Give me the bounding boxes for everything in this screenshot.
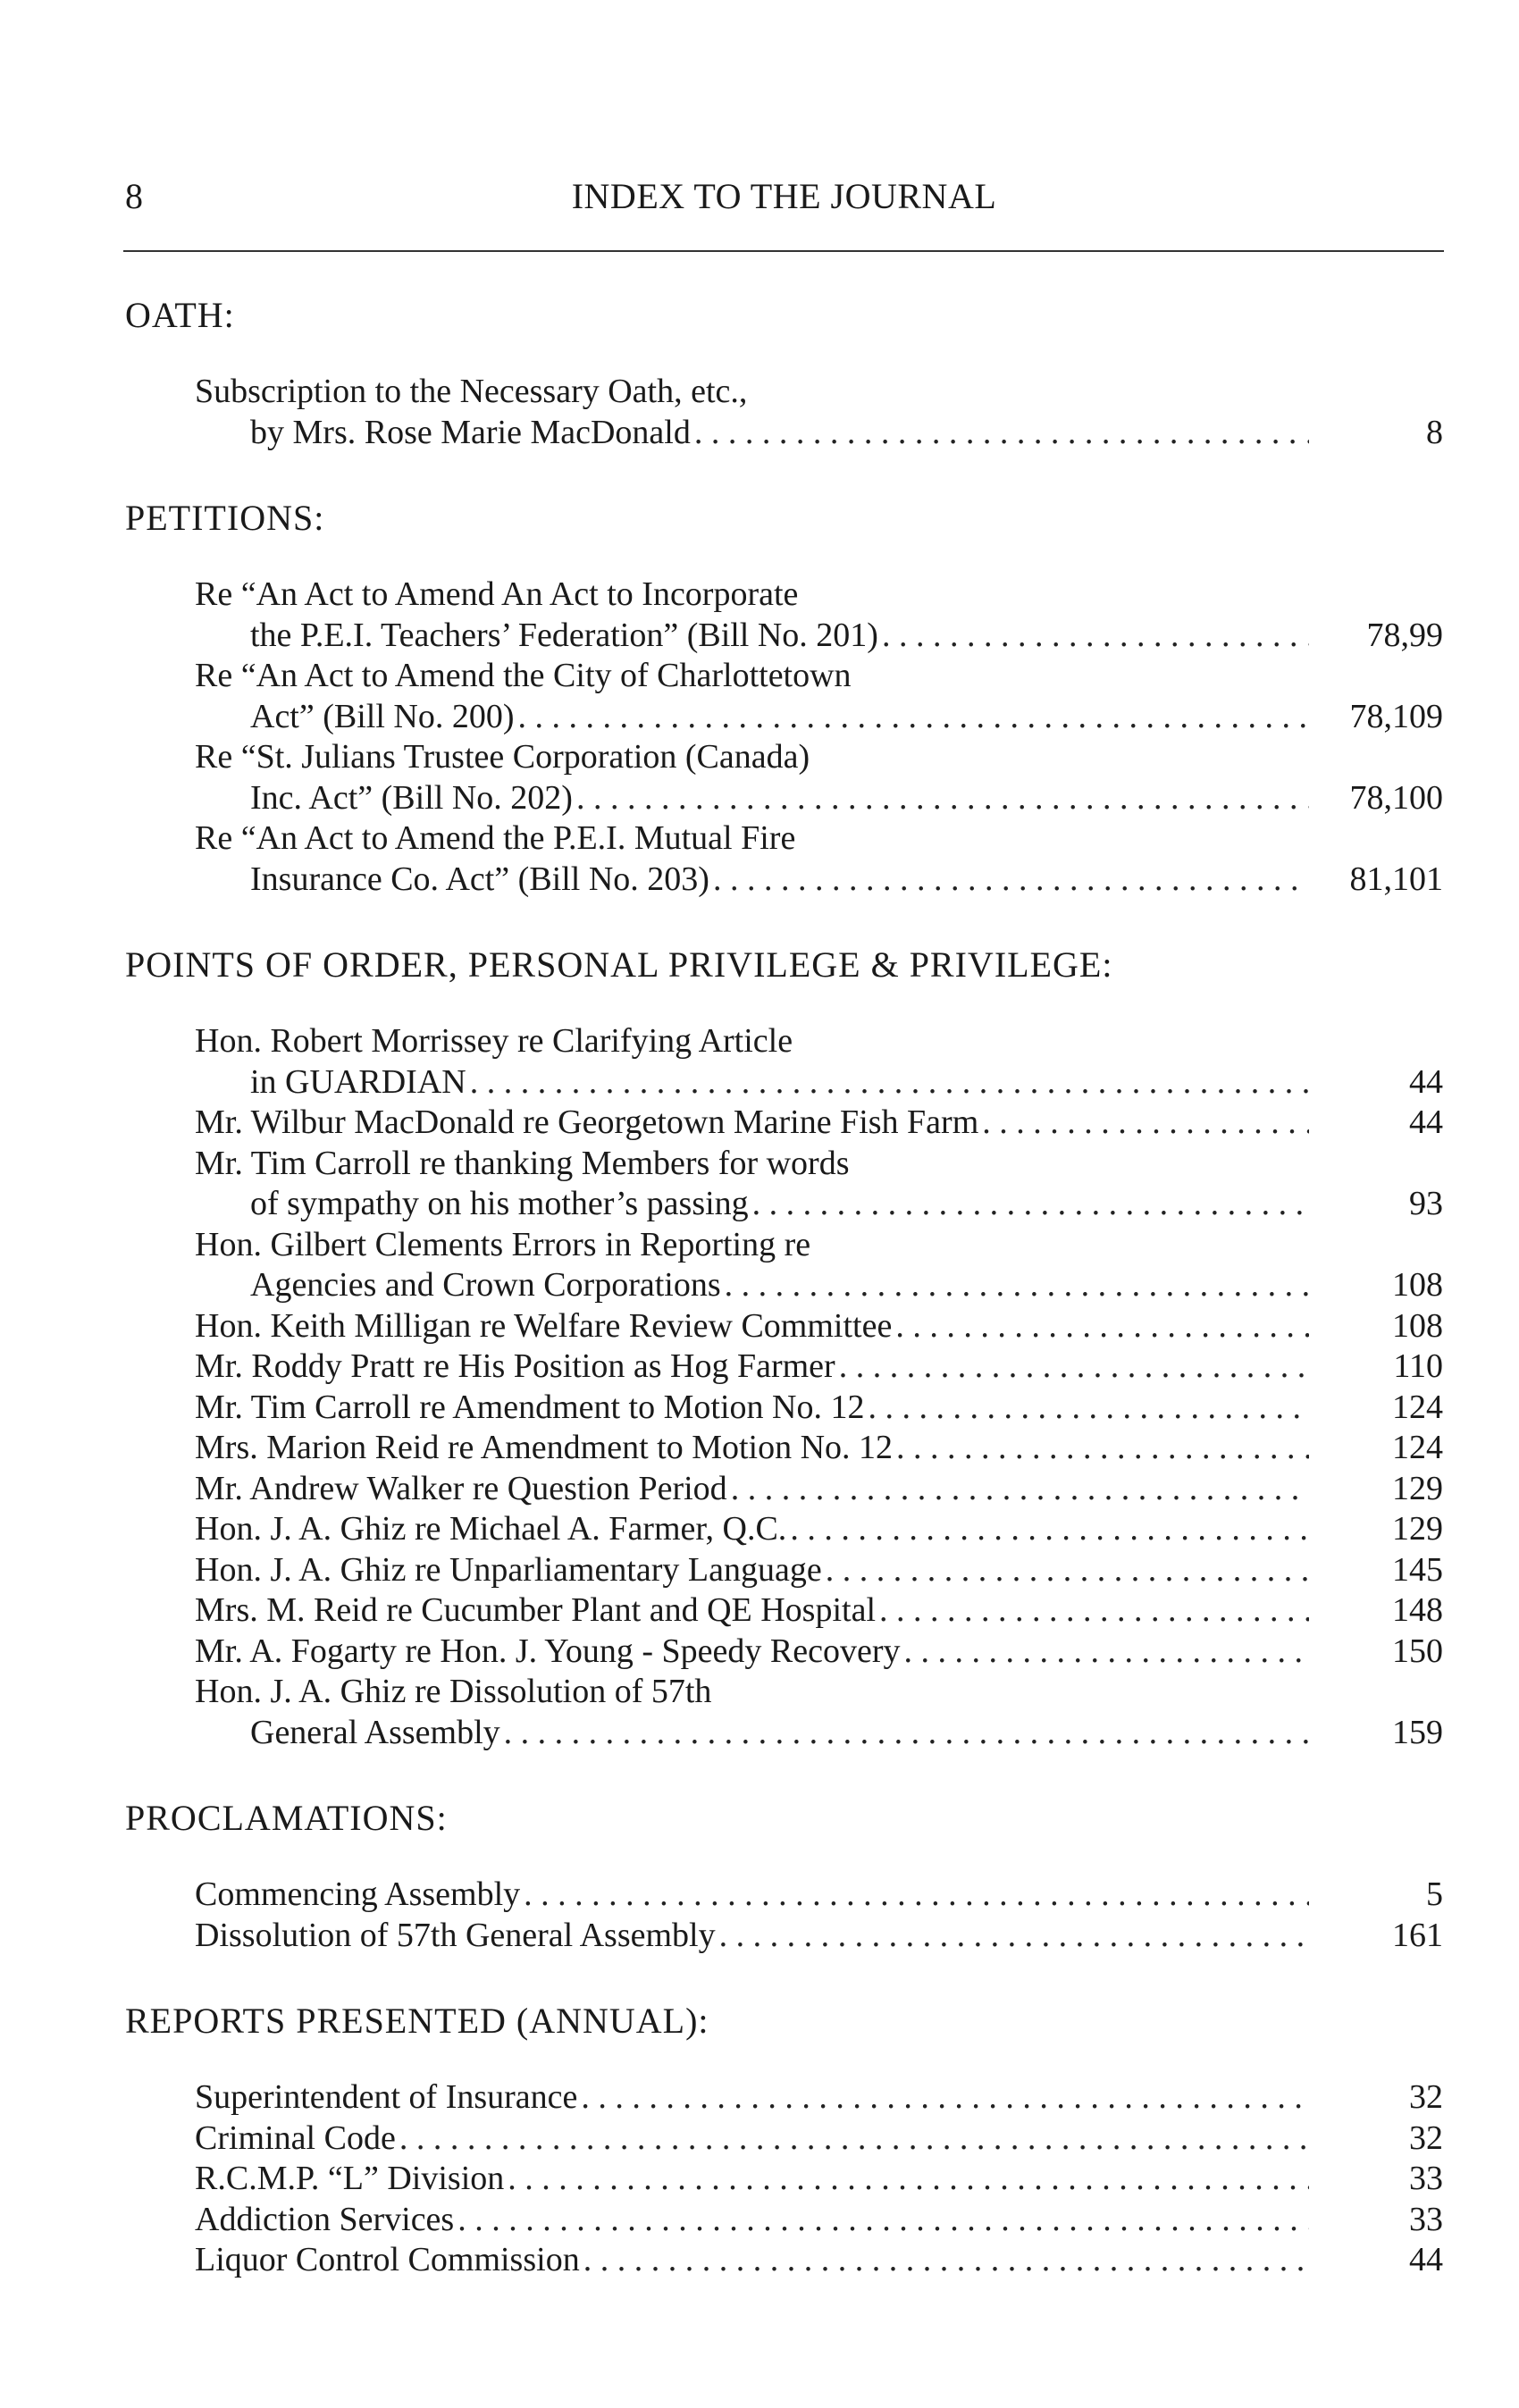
entry-text: General Assembly — [250, 1713, 500, 1751]
page-reference: 44 — [1409, 1062, 1443, 1101]
entry-text: of sympathy on his mother’s passing — [250, 1185, 749, 1222]
entry-line-with-page — [195, 1590, 1443, 1632]
page-reference: 78,99 — [1366, 616, 1443, 654]
section-petitions — [125, 498, 1443, 900]
entry-text: Mrs. M. Reid re Cucumber Plant and QE Hospital — [195, 1591, 877, 1629]
index-entry — [195, 1672, 1443, 1753]
entry-text: Mr. Tim Carroll re thanking Members for words — [195, 1144, 850, 1182]
dot-leader — [457, 2200, 1309, 2241]
section-heading: POINTS OF ORDER, PERSONAL PRIVILEGE & PRIVILEGE: — [125, 944, 1113, 985]
index-entry — [195, 1590, 1443, 1632]
entry-text: Addiction Services — [195, 2200, 455, 2238]
entry-line — [195, 372, 1443, 413]
dot-leader — [982, 1103, 1309, 1144]
dot-leader — [725, 1265, 1309, 1306]
header-rule — [123, 250, 1444, 252]
dot-leader — [826, 1550, 1309, 1591]
section-proclamations — [125, 1798, 1443, 1956]
index-entry — [195, 2159, 1443, 2200]
page-reference: 81,101 — [1349, 860, 1443, 898]
page-reference: 124 — [1392, 1388, 1443, 1426]
entry-list — [125, 2077, 1443, 2281]
dot-leader — [583, 2240, 1309, 2281]
page-header — [125, 175, 1443, 229]
dot-leader — [504, 1713, 1309, 1754]
entry-line-with-page — [195, 1550, 1443, 1591]
entry-line-with-page — [195, 1469, 1443, 1510]
page-reference: 148 — [1392, 1591, 1443, 1629]
entry-line — [195, 656, 1443, 697]
entry-text: Commencing Assembly — [195, 1875, 521, 1913]
dot-leader — [731, 1469, 1309, 1510]
entry-text: Mr. Andrew Walker re Question Period — [195, 1469, 727, 1507]
entry-line-with-page — [195, 697, 1443, 738]
entry-text: Dissolution of 57th General Assembly — [195, 1916, 716, 1954]
page-reference: 145 — [1392, 1550, 1443, 1589]
entry-text: Re “An Act to Amend An Act to Incorporate — [195, 575, 799, 613]
entry-text: Re “An Act to Amend the P.E.I. Mutual Fire — [195, 819, 796, 857]
entry-text: Hon. J. A. Ghiz re Unparliamentary Language — [195, 1550, 822, 1589]
dot-leader — [882, 616, 1309, 657]
page-reference: 5 — [1426, 1875, 1443, 1913]
entry-line-with-page — [195, 1306, 1443, 1347]
entry-line-with-page — [195, 860, 1443, 901]
index-entry — [195, 1469, 1443, 1510]
dot-leader — [694, 413, 1309, 454]
entry-line — [195, 737, 1443, 778]
page-reference: 93 — [1409, 1185, 1443, 1222]
entry-line-with-page — [195, 778, 1443, 819]
section-heading: REPORTS PRESENTED (ANNUAL): — [125, 2001, 709, 2041]
entry-text: the P.E.I. Teachers’ Federation” (Bill No. 201) — [250, 616, 878, 654]
index-content — [125, 295, 1443, 2281]
entry-text: Agencies and Crown Corporations — [250, 1266, 721, 1304]
index-entry — [195, 1388, 1443, 1429]
page-reference: 33 — [1409, 2200, 1443, 2238]
dot-leader — [524, 1875, 1309, 1916]
dot-leader — [399, 2119, 1309, 2160]
entry-text: Liquor Control Commission — [195, 2241, 580, 2278]
entry-text: Hon. J. A. Ghiz re Dissolution of 57th — [195, 1673, 712, 1710]
entry-list — [125, 1021, 1443, 1753]
dot-leader — [790, 1509, 1309, 1550]
entry-text: Re “An Act to Amend the City of Charlottetown — [195, 657, 852, 694]
entry-line-with-page — [195, 1062, 1443, 1103]
entry-text: Inc. Act” (Bill No. 202) — [250, 778, 573, 817]
page-reference: 150 — [1392, 1632, 1443, 1670]
entry-line-with-page — [195, 1916, 1443, 1957]
dot-leader — [752, 1184, 1309, 1225]
entry-line-with-page — [195, 2240, 1443, 2281]
dot-leader — [576, 778, 1309, 819]
entry-line — [195, 1144, 1443, 1185]
dot-leader — [879, 1590, 1309, 1632]
index-entry — [195, 1347, 1443, 1388]
entry-list — [125, 575, 1443, 900]
page-reference: 108 — [1392, 1266, 1443, 1304]
entry-line-with-page — [195, 1184, 1443, 1225]
section-heading: PROCLAMATIONS: — [125, 1798, 448, 1838]
page-reference: 78,109 — [1349, 697, 1443, 735]
entry-text: Re “St. Julians Trustee Corporation (Canada) — [195, 738, 810, 776]
index-entry — [195, 1306, 1443, 1347]
index-entry — [195, 818, 1443, 900]
entry-text: by Mrs. Rose Marie MacDonald — [250, 413, 691, 451]
dot-leader — [868, 1388, 1309, 1429]
entry-line — [195, 1021, 1443, 1062]
entry-line-with-page — [195, 2200, 1443, 2241]
entry-line-with-page — [195, 1103, 1443, 1144]
entry-text: Mr. Wilbur MacDonald re Georgetown Marine Fish Farm — [195, 1103, 979, 1141]
page-reference: 8 — [1426, 413, 1443, 451]
entry-text: Hon. Gilbert Clements Errors in Reporting re — [195, 1225, 811, 1263]
index-entry — [195, 2200, 1443, 2241]
page-reference: 161 — [1392, 1916, 1443, 1954]
entry-text: Insurance Co. Act” (Bill No. 203) — [250, 860, 709, 898]
dot-leader — [508, 2159, 1309, 2200]
page-reference: 78,100 — [1349, 778, 1443, 817]
entry-line-with-page — [195, 1875, 1443, 1916]
entry-text: Mrs. Marion Reid re Amendment to Motion No. 12 — [195, 1429, 894, 1466]
entry-list — [125, 1875, 1443, 1956]
index-entry — [195, 2077, 1443, 2119]
index-entry — [195, 656, 1443, 737]
entry-line-with-page — [195, 2159, 1443, 2200]
section-heading: PETITIONS: — [125, 498, 325, 538]
index-entry — [195, 372, 1443, 453]
index-entry — [195, 1875, 1443, 1916]
section-heading: OATH: — [125, 295, 235, 335]
entry-line-with-page — [195, 2119, 1443, 2160]
index-entry — [195, 1632, 1443, 1673]
page-reference: 108 — [1392, 1306, 1443, 1345]
entry-line-with-page — [195, 1388, 1443, 1429]
entry-text: in GUARDIAN — [250, 1062, 466, 1101]
entry-line — [195, 818, 1443, 860]
entry-line-with-page — [195, 1713, 1443, 1754]
running-title: INDEX TO THE JOURNAL — [571, 176, 997, 216]
section-points-of-order — [125, 944, 1443, 1753]
index-entry — [195, 575, 1443, 656]
entry-line-with-page — [195, 1265, 1443, 1306]
entry-line-with-page — [195, 2077, 1443, 2119]
page-reference: 32 — [1409, 2078, 1443, 2116]
entry-line-with-page — [195, 1632, 1443, 1673]
entry-line — [195, 1672, 1443, 1713]
index-entry — [195, 1916, 1443, 1957]
index-entry — [195, 1144, 1443, 1225]
index-entry — [195, 1225, 1443, 1306]
entry-line-with-page — [195, 1347, 1443, 1388]
section-oath — [125, 295, 1443, 453]
entry-list — [125, 372, 1443, 453]
section-reports-presented — [125, 2001, 1443, 2281]
dot-leader — [896, 1428, 1309, 1469]
page-reference: 110 — [1393, 1347, 1443, 1385]
dot-leader — [581, 2077, 1309, 2119]
entry-text: Hon. Keith Milligan re Welfare Review Committee — [195, 1306, 893, 1345]
dot-leader — [895, 1306, 1309, 1347]
entry-line-with-page — [195, 413, 1443, 454]
index-entry — [195, 737, 1443, 818]
page-reference: 44 — [1409, 1103, 1443, 1141]
page-reference: 159 — [1392, 1713, 1443, 1751]
dot-leader — [518, 697, 1309, 738]
index-entry — [195, 1021, 1443, 1103]
entry-text: Hon. Robert Morrissey re Clarifying Article — [195, 1022, 793, 1060]
entry-text: Subscription to the Necessary Oath, etc., — [195, 373, 748, 410]
page-reference: 44 — [1409, 2241, 1443, 2278]
dot-leader — [713, 860, 1309, 901]
page-reference: 129 — [1392, 1510, 1443, 1548]
index-entry — [195, 2240, 1443, 2281]
dot-leader — [904, 1632, 1309, 1673]
page-reference: 33 — [1409, 2160, 1443, 2197]
index-entry — [195, 1103, 1443, 1144]
index-entry — [195, 2119, 1443, 2160]
page-reference: 32 — [1409, 2119, 1443, 2157]
page-reference: 124 — [1392, 1429, 1443, 1466]
entry-text: Mr. A. Fogarty re Hon. J. Young - Speedy Recovery — [195, 1632, 901, 1670]
entry-line-with-page — [195, 1509, 1443, 1550]
index-entry — [195, 1428, 1443, 1469]
entry-text: R.C.M.P. “L” Division — [195, 2160, 505, 2197]
entry-line — [195, 575, 1443, 616]
entry-text: Act” (Bill No. 200) — [250, 697, 515, 735]
entry-line-with-page — [195, 616, 1443, 657]
entry-text: Mr. Tim Carroll re Amendment to Motion No. 12 — [195, 1388, 865, 1426]
index-entry — [195, 1550, 1443, 1591]
dot-leader — [470, 1062, 1309, 1103]
page-reference: 129 — [1392, 1469, 1443, 1507]
entry-line-with-page — [195, 1428, 1443, 1469]
entry-text: Hon. J. A. Ghiz re Michael A. Farmer, Q.C. — [195, 1510, 787, 1548]
entry-text: Criminal Code — [195, 2119, 396, 2157]
entry-text: Mr. Roddy Pratt re His Position as Hog Farmer — [195, 1347, 835, 1385]
dot-leader — [839, 1347, 1309, 1388]
dot-leader — [719, 1916, 1309, 1957]
entry-text: Superintendent of Insurance — [195, 2078, 578, 2116]
page-number: 8 — [125, 176, 143, 216]
index-entry — [195, 1509, 1443, 1550]
entry-line — [195, 1225, 1443, 1266]
